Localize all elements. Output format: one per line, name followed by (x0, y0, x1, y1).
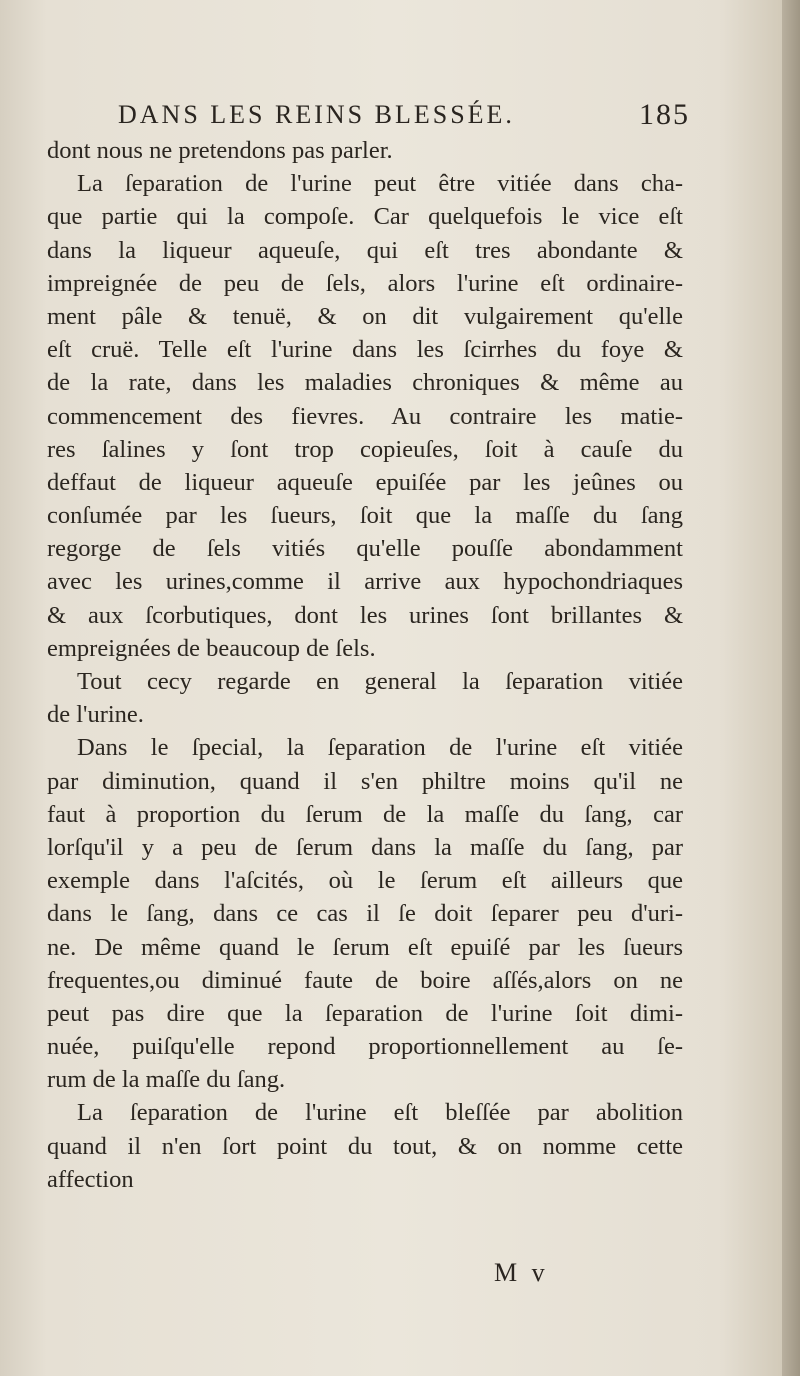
text-line: Tout cecy regarde en general la ſeparation vitiée (77, 668, 683, 695)
text-line: Dans le ſpecial, la ſeparation de l'urine eſt vitiée (77, 734, 683, 762)
text-line: La ſeparation de l'urine peut être vitiée dans cha- (77, 170, 683, 198)
text-line: dont nous ne pretendons pas parler. (47, 137, 393, 164)
text-line: affection (47, 1165, 134, 1193)
text-line: dans le ſang, dans ce cas il ſe doit ſeparer peu d'uri- (47, 900, 683, 928)
text-line: La ſeparation de l'urine eſt bleſſée par abolition (77, 1099, 683, 1127)
text-line: frequentes,ou diminué faute de boire aſſés,alors on ne (47, 966, 683, 994)
text-line: commencement des fievres. Au contraire les matie- (47, 402, 683, 430)
text-line: que partie qui la compoſe. Car quelquefois le vice eſt (47, 203, 683, 231)
text-line: avec les urines,comme il arrive aux hypochondriaques (47, 568, 683, 596)
text-line: rum de la maſſe du ſang. (47, 1066, 286, 1094)
page-edge (782, 0, 800, 1376)
text-line: de l'urine. (47, 701, 144, 729)
text-line: empreignées de beaucoup de ſels. (47, 634, 376, 662)
text-line: nuée, puiſqu'elle repond proportionnellement au ſe- (47, 1033, 683, 1061)
text-line: peut pas dire que la ſeparation de l'urine ſoit dimi- (47, 999, 683, 1027)
text-line: lorſqu'il y a peu de ſerum dans la maſſe du ſang, par (47, 833, 683, 861)
page-number: 185 (639, 98, 690, 131)
text-line: faut à proportion du ſerum de la maſſe du ſang, car (47, 800, 683, 828)
text-line: eſt cruë. Telle eſt l'urine dans les ſcirrhes du foye & (47, 336, 683, 364)
text-line: ment pâle & tenuë, & on dit vulgairement qu'elle (47, 302, 683, 330)
text-line: exemple dans l'aſcités, où le ſerum eſt ailleurs que (47, 867, 683, 895)
text-line: & aux ſcorbutiques, dont les urines ſont brillantes & (47, 601, 683, 629)
running-head: DANS LES REINS BLESSÉE. (118, 100, 515, 129)
text-line: res ſalines y ſont trop copieuſes, ſoit à cauſe du (47, 435, 683, 463)
signature-mark: M v (494, 1258, 549, 1287)
text-line: regorge de ſels vitiés qu'elle pouſſe abondamment (47, 535, 683, 563)
text-line: ne. De même quand le ſerum eſt epuiſé par les ſueurs (47, 933, 683, 961)
text-line: deffaut de liqueur aqueuſe epuiſée par les jeûnes ou (47, 468, 683, 496)
body-text (47, 134, 683, 1196)
text-line: impreignée de peu de ſels, alors l'urine eſt ordinaire- (47, 269, 683, 297)
text-line: dans la liqueur aqueuſe, qui eſt tres abondante & (47, 236, 683, 264)
text-line: par diminution, quand il s'en philtre moins qu'il ne (47, 767, 683, 795)
text-line: conſumée par les ſueurs, ſoit que la maſſe du ſang (47, 502, 683, 530)
text-line: de la rate, dans les maladies chroniques & même au (47, 369, 683, 397)
text-line: quand il n'en ſort point du tout, & on nomme cette (47, 1132, 683, 1160)
